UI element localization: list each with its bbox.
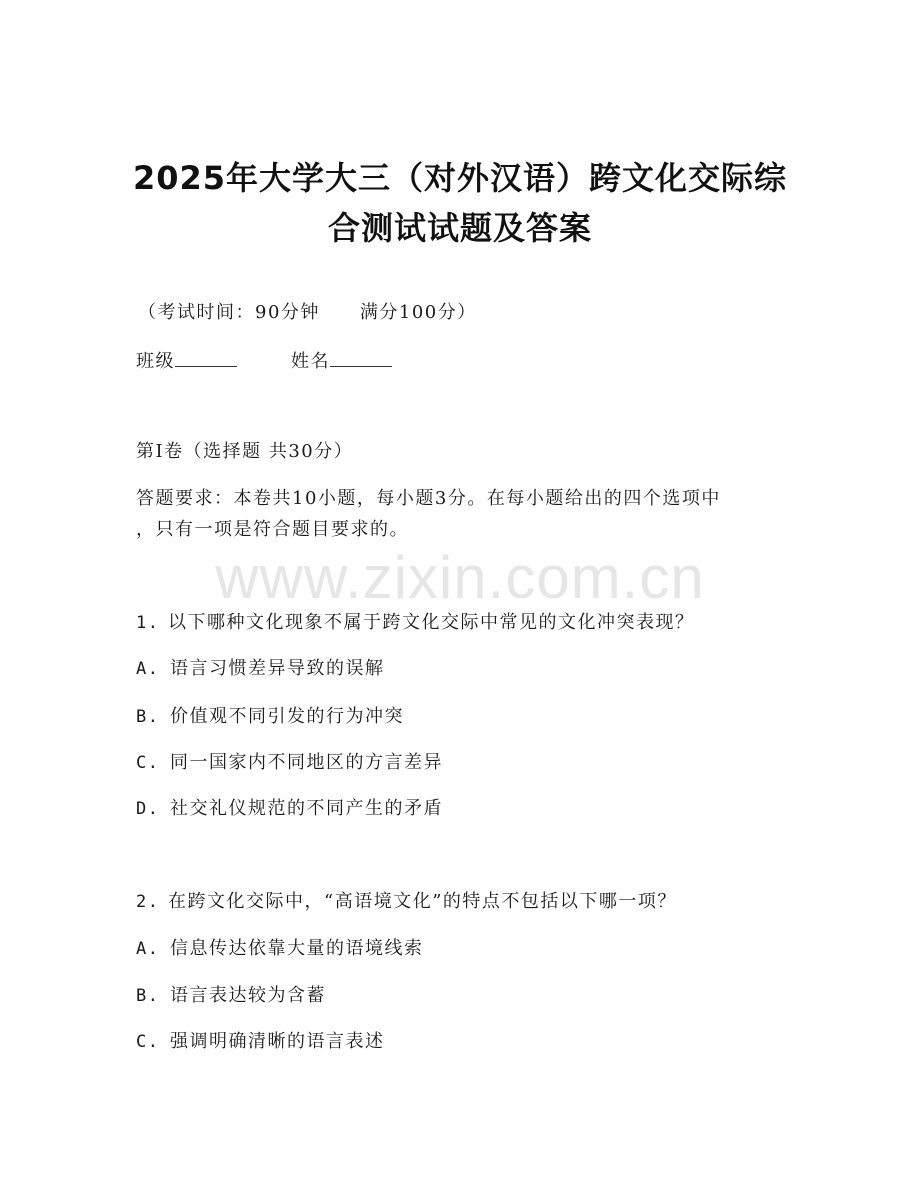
instruction-line-2: ，只有一项是符合题目要求的。 [136,519,409,540]
option-letter: C. [136,753,160,773]
watermark: www.zixin.com.cn [215,544,705,611]
question-2-option-b [136,987,326,1005]
class-label: 班级 [136,351,175,372]
instruction-line-1: 答题要求：本卷共10小题，每小题3分。在每小题给出的四个选项中 [136,488,721,509]
question-number: 1. [136,613,160,633]
option-letter: D. [136,799,160,819]
question-2 [136,893,677,911]
question-1 [136,614,695,632]
question-1-option-a [136,660,385,678]
option-letter: A. [136,939,160,959]
option-text: 社交礼仪规范的不同产生的矛盾 [170,798,443,819]
document-title-line-2: 合测试试题及答案 [327,209,592,247]
question-text: 以下哪种文化现象不属于跨文化交际中常见的文化冲突表现？ [168,612,695,633]
question-2-option-c [136,1033,385,1051]
student-fields [136,352,392,371]
exam-score: 满分100分） [359,302,477,323]
option-text: 语言表达较为含蓄 [170,985,326,1006]
option-text: 价值观不同引发的行为冲突 [170,706,404,727]
question-2-option-a [136,940,424,958]
option-text: 强调明确清晰的语言表述 [170,1031,385,1052]
option-letter: A. [136,659,160,679]
option-text: 同一国家内不同地区的方言差异 [170,752,443,773]
question-text: 在跨文化交际中，“高语境文化”的特点不包括以下哪一项？ [168,891,677,912]
question-1-option-b [136,708,404,726]
question-number: 2. [136,892,160,912]
option-text: 信息传达依靠大量的语境线索 [170,938,424,959]
exam-info [138,304,477,322]
class-blank[interactable] [175,352,237,367]
name-blank[interactable] [330,352,392,367]
option-text: 语言习惯差异导致的误解 [170,658,385,679]
section-title: 第Ⅰ卷（选择题 共30分） [136,441,354,462]
document-title-line-1: 2025年大学大三（对外汉语）跨文化交际综 [132,159,788,197]
exam-time: （考试时间：90分钟 [138,302,320,323]
option-letter: C. [136,1032,160,1052]
question-1-option-c [136,754,443,772]
name-label: 姓名 [291,351,330,372]
option-letter: B. [136,986,160,1006]
option-letter: B. [136,707,160,727]
question-1-option-d [136,800,443,818]
